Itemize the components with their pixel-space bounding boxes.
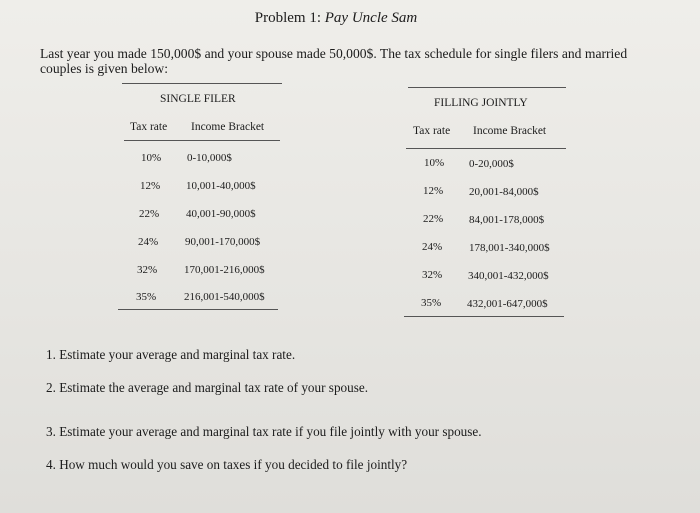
single-rate-5: 32% [137,264,158,276]
joint-rate-2: 12% [423,185,444,197]
header-tax-rate: Tax rate [130,121,168,133]
problem-title [0,10,672,27]
table-title: FILLING JOINTLY [434,97,528,109]
single-bracket-5: 170,001-216,000$ [184,264,265,276]
top-rule [408,87,566,88]
header-income-bracket: Income Bracket [473,125,547,137]
joint-rate-1: 10% [424,157,445,169]
single-bracket-2: 10,001-40,000$ [186,180,256,192]
header-rule [406,148,566,149]
filing-jointly-table [402,84,570,324]
intro-paragraph: Last year you made 150,000$ and your spouse made 50,000$. The tax schedule for single filers and married couples is given below: [40,46,628,76]
single-rate-2: 12% [140,180,161,192]
title-prefix: Problem 1: [254,10,322,26]
header-income-bracket: Income Bracket [191,121,265,133]
question-1: 1. Estimate your average and marginal tax rate. [46,347,296,362]
single-bracket-3: 40,001-90,000$ [186,208,256,220]
single-rate-6: 35% [136,291,157,303]
joint-bracket-5: 340,001-432,000$ [468,270,549,282]
header-rule [124,140,280,141]
single-filer-table [118,80,288,320]
title-italic: Pay Uncle Sam [324,10,418,26]
single-rate-1: 10% [141,152,162,164]
joint-bracket-6: 432,001-647,000$ [467,298,548,310]
bottom-rule [404,316,564,317]
top-rule [122,83,282,84]
bottom-rule [118,309,278,310]
joint-rate-4: 24% [422,241,443,253]
single-rate-3: 22% [139,208,160,220]
single-bracket-4: 90,001-170,000$ [185,236,261,248]
single-bracket-1: 0-10,000$ [187,152,232,164]
joint-rate-6: 35% [421,297,442,309]
joint-rate-3: 22% [423,213,444,225]
header-tax-rate: Tax rate [413,125,451,137]
joint-bracket-2: 20,001-84,000$ [469,186,539,198]
question-4: 4. How much would you save on taxes if you decided to file jointly? [46,457,408,472]
joint-rate-5: 32% [422,269,443,281]
question-3: 3. Estimate your average and marginal tax rate if you file jointly with your spouse. [46,424,482,439]
joint-bracket-3: 84,001-178,000$ [469,214,545,226]
joint-bracket-1: 0-20,000$ [469,158,514,170]
single-rate-4: 24% [138,236,159,248]
question-2: 2. Estimate the average and marginal tax rate of your spouse. [46,380,369,395]
joint-bracket-4: 178,001-340,000$ [469,242,550,254]
table-title: SINGLE FILER [160,93,236,105]
single-bracket-6: 216,001-540,000$ [184,291,265,303]
